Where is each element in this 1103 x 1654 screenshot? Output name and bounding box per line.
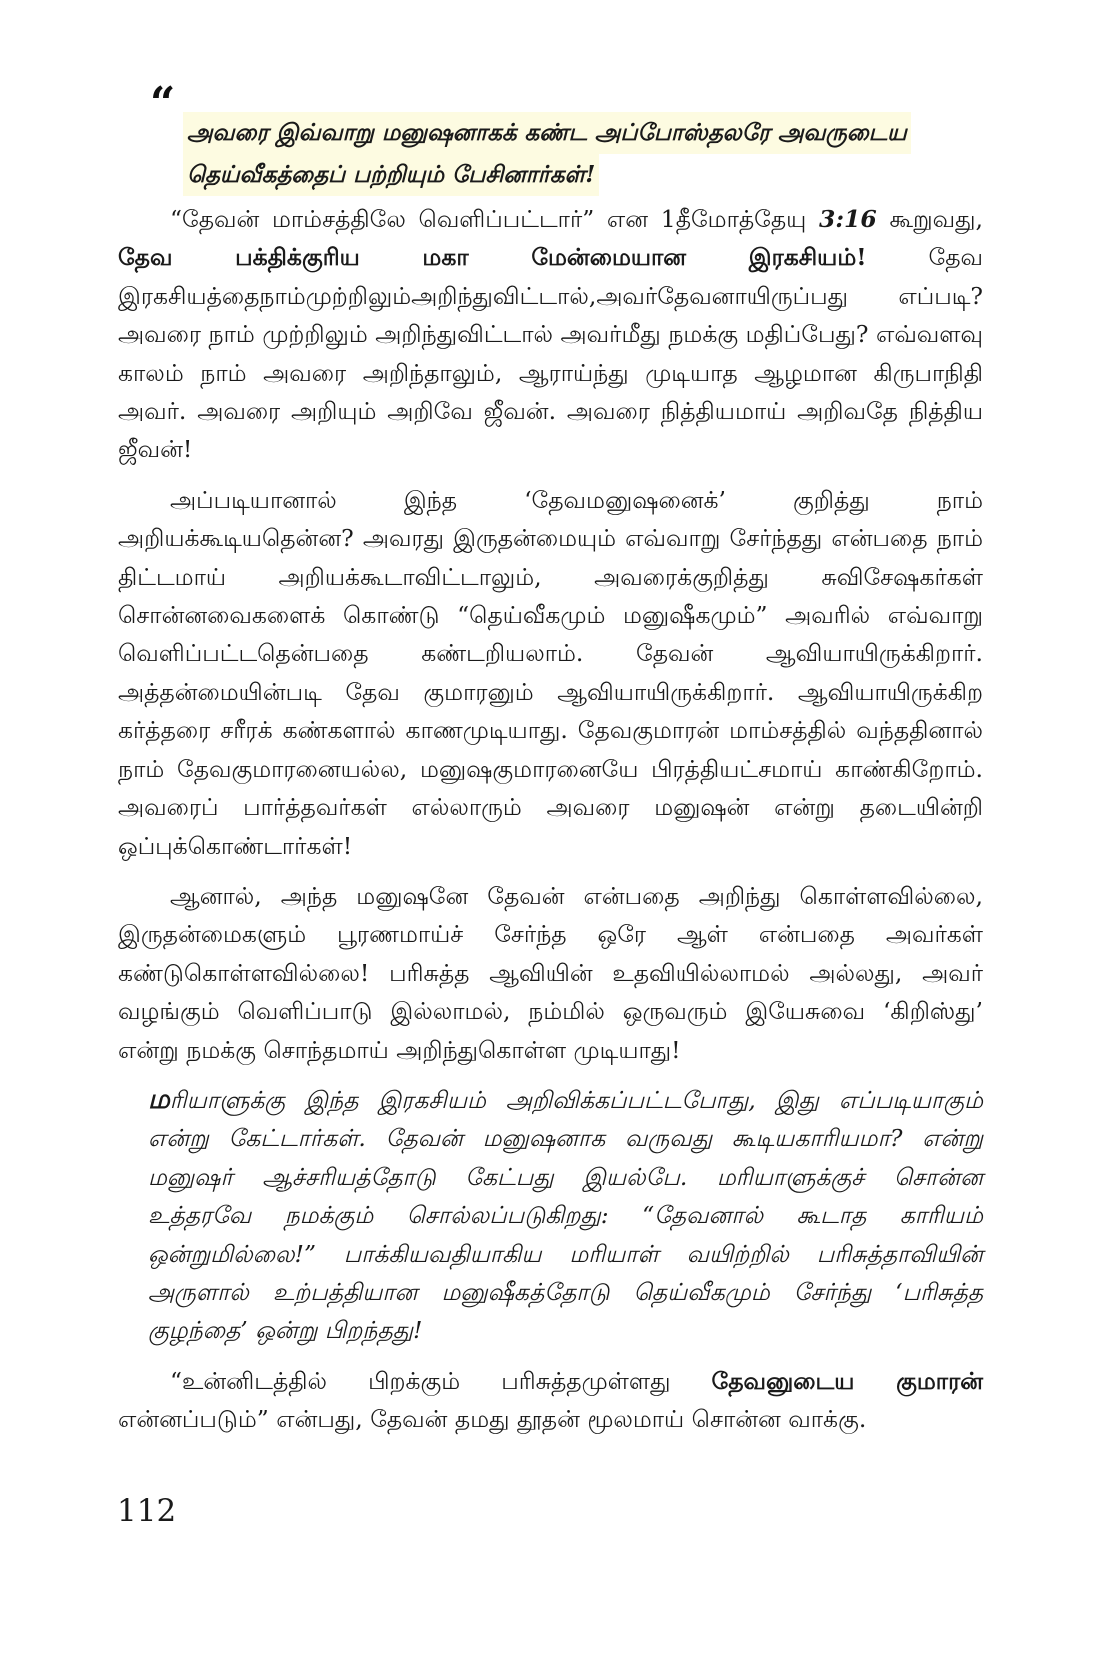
p1-text-3: தேவ இரகசியத்தைநாம்முற்றிலும்அறிந்துவிட்டால்,அவர்தேவனாயிருப்பது எப்படி? அவரை நாம் முற்றிலும் அறிந்துவிட்டால் அவர்மீது நமக்கு மதிப்பேது? எவ்வளவு காலம் நாம் அவரை அறிந்தாலும், ஆராய்ந்து முடியாத ஆழமான கிருபாநிதி அவர். அவரை அறியும் அறிவே ஜீவன். அவரை நித்தியமாய் அறிவதே நித்திய ஜீவன்! — [118, 243, 984, 464]
p5-text-2: என்னப்படும்” என்பது, தேவன் தமது தூதன் மூலமாய் சொன்ன வாக்கு. — [118, 1405, 867, 1434]
p1-bold-phrase: தேவ பக்திக்குரிய மகா மேன்மையான இரகசியம்! — [118, 243, 867, 272]
highlighted-callout — [183, 112, 983, 196]
paragraph-3: ஆனால், அந்த மனுஷனே தேவன் என்பதை அறிந்து கொள்ளவில்லை, இருதன்மைகளும் பூரணமாய்ச் சேர்ந்த ஒரே ஆள் என்பதை அவர்கள் கண்டுகொள்ளவில்லை! பரிசுத்த ஆவியின் உதவியில்லாமல் அல்லது, அவர் வழங்கும் வெளிப்பாடு இல்லாமல், நம்மில் ஒருவரும் இயேசுவை ‘கிறிஸ்து’ என்று நமக்கு சொந்தமாய் அறிந்துகொள்ள முடியாது! — [118, 881, 983, 1064]
paragraph-1 — [118, 200, 983, 469]
paragraph-5 — [118, 1362, 983, 1439]
p1-text-2: கூறுவது, — [876, 205, 983, 233]
paragraph-2: அப்படியானால் இந்த ‘தேவமனுஷனைக்’ குறித்து நாம் அறியக்கூடியதென்ன? அவரது இருதன்மையும் எவ்வாறு சேர்ந்தது என்பதை நாம் திட்டமாய் அறியக்கூடாவிட்டாலும், அவரைக்குறித்து சுவிசேஷகர்கள் சொன்னவைகளைக் கொண்டு “தெய்வீகமும் மனுஷீகமும்” அவரில் எவ்வாறு வெளிப்பட்டதென்பதை கண்டறியலாம். தேவன் ஆவியாயிருக்கிறார். அத்தன்மையின்படி தேவ குமாரனும் ஆவியாயிருக்கிறார். ஆவியாயிருக்கிற கர்த்தரை சரீரக் கண்களால் காணமுடியாது. தேவகுமாரன் மாம்சத்தில் வந்ததினால் நாம் தேவகுமாரனையல்ல, மனுஷகுமாரனையே பிரத்தியட்சமாய் காண்கிறோம். அவரைப் பார்த்தவர்கள் எல்லாரும் அவரை மனுஷன் என்று தடையின்றி ஒப்புக்கொண்டார்கள்! — [118, 485, 983, 860]
opening-quote-mark: “ — [150, 78, 176, 129]
scripture-reference: 3:16 — [819, 205, 877, 233]
callout-line-1: அவரை இவ்வாறு மனுஷனாகக் கண்ட அப்போஸ்தலரே அவருடைய — [183, 112, 911, 154]
p5-text-1: “உன்னிடத்தில் பிறக்கும் பரிசுத்தமுள்ளது — [170, 1366, 712, 1395]
paragraph-4-italic — [118, 1081, 983, 1350]
p1-text-1: “தேவன் மாம்சத்திலே வெளிப்பட்டார்” என 1தீமோத்தேயு — [170, 205, 820, 233]
page-number: 112 — [117, 1493, 177, 1529]
body-text — [118, 200, 983, 1451]
p5-bold-phrase: தேவனுடைய குமாரன் — [711, 1366, 983, 1395]
p4-text: ரியாளுக்கு இந்த இரகசியம் அறிவிக்கப்பட்டபோது, இது எப்படியாகும் என்று கேட்டார்கள். தேவன் மனுஷனாக வருவது கூடியகாரியமா? என்று மனுஷர் ஆச்சரியத்தோடு கேட்பது இயல்பே. மரியாளுக்குச் சொன்ன உத்தரவே நமக்கும் சொல்லப்படுகிறது: “தேவனால் கூடாத காரியம் ஒன்றுமில்லை!” பாக்கியவதியாகிய மரியாள் வயிற்றில் பரிசுத்தாவியின் அருளால் உற்பத்தியான மனுஷீகத்தோடு தெய்வீகமும் சேர்ந்து ‘பரிசுத்த குழந்தை’ ஒன்று பிறந்தது! — [148, 1085, 983, 1345]
dropcap-letter: ம — [148, 1083, 170, 1115]
callout-line-2: தெய்வீகத்தைப் பற்றியும் பேசினார்கள்! — [183, 154, 599, 196]
